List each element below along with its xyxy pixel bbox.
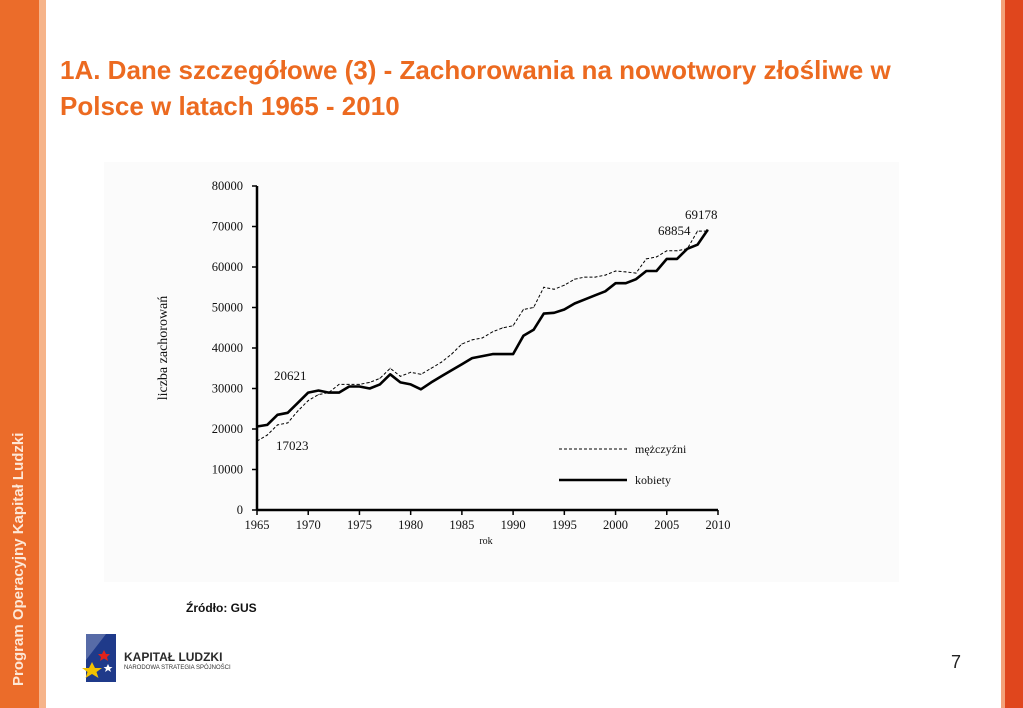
x-tick-label: 1995: [551, 518, 577, 532]
data-point-men: [441, 362, 442, 363]
data-point-men: [553, 289, 554, 290]
y-tick-label: 50000: [211, 300, 243, 315]
right-accent-bar-highlight: [1001, 0, 1005, 708]
data-point-men: [431, 368, 432, 369]
data-point-men: [297, 410, 298, 411]
data-point-women: [410, 384, 411, 385]
data-point-men: [533, 307, 534, 308]
data-point-men: [594, 277, 595, 278]
data-point-women: [574, 303, 575, 304]
data-point-men: [256, 440, 257, 441]
data-point-women: [584, 299, 585, 300]
left-accent-bar-highlight: [39, 0, 46, 708]
data-point-women: [564, 309, 565, 310]
data-point-women: [646, 270, 647, 271]
data-point-men: [308, 400, 309, 401]
data-point-women: [543, 313, 544, 314]
data-point-men: [513, 325, 514, 326]
page-number: 7: [951, 652, 962, 672]
data-point-women: [297, 402, 298, 403]
data-point-men: [697, 231, 698, 232]
data-point-women: [369, 388, 370, 389]
data-point-men: [400, 376, 401, 377]
data-point-women: [267, 424, 268, 425]
data-point-women: [379, 384, 380, 385]
data-label: 68854: [658, 223, 691, 238]
x-axis-label: rok: [479, 536, 493, 547]
data-point-women: [390, 374, 391, 375]
data-point-men: [410, 372, 411, 373]
y-tick-label: 80000: [211, 179, 243, 193]
data-point-women: [308, 392, 309, 393]
logo-subtitle: NARODOWA STRATEGIA SPÓJNOŚCI: [124, 665, 231, 671]
data-point-women: [513, 353, 514, 354]
data-point-women: [318, 390, 319, 391]
data-point-women: [523, 335, 524, 336]
data-point-men: [472, 339, 473, 340]
x-tick-label: 2005: [654, 518, 680, 532]
x-tick-label: 2010: [705, 518, 731, 532]
data-point-women: [594, 295, 595, 296]
data-point-women: [615, 283, 616, 284]
data-point-men: [379, 378, 380, 379]
data-label: 20621: [274, 368, 307, 383]
legend-label: mężczyźni: [635, 442, 687, 456]
data-point-women: [687, 248, 688, 249]
data-point-women: [431, 382, 432, 383]
data-point-women: [256, 426, 257, 427]
logo-title: KAPITAŁ LUDZKI: [124, 650, 223, 664]
data-point-men: [267, 434, 268, 435]
data-point-men: [584, 277, 585, 278]
y-tick-label: 20000: [211, 422, 243, 436]
data-point-women: [420, 389, 421, 390]
y-tick-label: 60000: [211, 260, 243, 274]
data-point-men: [635, 272, 636, 273]
y-tick-label: 70000: [211, 219, 243, 234]
data-point-men: [646, 258, 647, 259]
y-tick-label: 10000: [211, 462, 243, 477]
data-point-women: [400, 382, 401, 383]
y-tick-label: 30000: [211, 381, 243, 396]
data-point-women: [451, 370, 452, 371]
data-point-men: [543, 287, 544, 288]
data-point-men: [451, 353, 452, 354]
data-point-women: [472, 358, 473, 359]
data-point-men: [605, 275, 606, 276]
right-accent-bar: [1005, 0, 1023, 708]
x-tick-label: 1990: [500, 518, 526, 532]
data-point-women: [482, 356, 483, 357]
data-point-men: [390, 368, 391, 369]
data-point-women: [697, 244, 698, 245]
data-point-men: [461, 343, 462, 344]
data-point-women: [287, 412, 288, 413]
data-point-men: [666, 250, 667, 251]
data-label: 69178: [685, 207, 718, 222]
data-point-men: [656, 256, 657, 257]
legend-label: kobiety: [635, 473, 671, 487]
x-tick-label: 1985: [449, 518, 475, 532]
data-point-women: [492, 353, 493, 354]
data-point-men: [338, 384, 339, 385]
x-tick-label: 1970: [295, 518, 321, 532]
series-line-women: [257, 230, 708, 427]
data-point-men: [277, 424, 278, 425]
data-point-men: [615, 270, 616, 271]
slide-title: 1A. Dane szczegółowe (3) - Zachorowania na nowotwory złośliwe w Polsce w latach 1965 - 2010: [60, 55, 891, 121]
y-axis-label: liczba zachorowań: [156, 295, 171, 401]
data-point-women: [328, 392, 329, 393]
data-point-women: [635, 279, 636, 280]
data-point-men: [369, 382, 370, 383]
side-program-label: Program Operacyjny Kapitał Ludzki: [10, 432, 27, 686]
x-tick-label: 1980: [398, 518, 424, 532]
data-point-men: [349, 384, 350, 385]
data-point-women: [461, 364, 462, 365]
data-point-women: [359, 386, 360, 387]
data-point-men: [359, 384, 360, 385]
data-point-women: [676, 258, 677, 259]
x-tick-label: 2000: [603, 518, 629, 532]
data-point-men: [287, 422, 288, 423]
data-point-women: [277, 414, 278, 415]
data-point-men: [318, 394, 319, 395]
data-point-men: [492, 331, 493, 332]
data-point-women: [625, 283, 626, 284]
data-point-women: [502, 353, 503, 354]
data-point-women: [349, 386, 350, 387]
data-point-women: [553, 312, 554, 313]
y-tick-label: 40000: [211, 341, 243, 355]
line-chart: [104, 162, 899, 582]
data-point-women: [707, 229, 708, 230]
x-tick-label: 1965: [244, 518, 270, 532]
data-point-men: [574, 279, 575, 280]
data-point-men: [625, 271, 626, 272]
data-point-men: [420, 374, 421, 375]
data-point-women: [338, 392, 339, 393]
source-note: Źródło: GUS: [186, 601, 257, 615]
data-label: 17023: [276, 438, 309, 453]
data-point-men: [564, 285, 565, 286]
data-point-women: [605, 291, 606, 292]
y-tick-label: 0: [236, 503, 243, 517]
data-point-men: [523, 309, 524, 310]
series-line-men: [257, 231, 708, 441]
data-point-men: [502, 327, 503, 328]
data-point-women: [656, 270, 657, 271]
data-point-women: [441, 376, 442, 377]
data-point-men: [482, 337, 483, 338]
x-tick-label: 1975: [346, 518, 372, 532]
data-point-women: [666, 258, 667, 259]
data-point-men: [676, 250, 677, 251]
data-point-women: [533, 329, 534, 330]
